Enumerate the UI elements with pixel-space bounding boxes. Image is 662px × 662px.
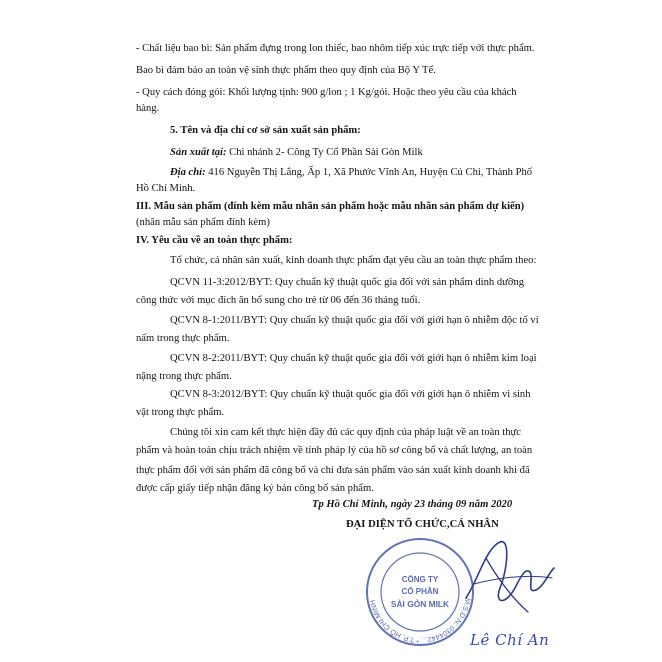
address-cont: Hồ Chí Minh. bbox=[136, 183, 196, 194]
section4-heading: IV. Yêu cầu về an toàn thực phẩm: bbox=[136, 235, 293, 246]
standard-1-line1: QCVN 11-3:2012/BYT: Quy chuẩn kỹ thuật quốc gia đối với sản phẩm dinh dưỡng bbox=[170, 277, 525, 288]
commitment-line4: được cấp giấy tiếp nhận đăng ký bản công bố sản phẩm. bbox=[136, 483, 374, 494]
stamp-line3: SÀI GÒN MILK bbox=[390, 599, 450, 609]
representative-title: ĐẠI DIỆN TỔ CHỨC,CÁ NHÂN bbox=[346, 519, 499, 530]
handwritten-signature bbox=[456, 528, 560, 628]
producer-value: Chi nhánh 2- Công Ty Cổ Phần Sài Gòn Milk bbox=[226, 147, 423, 158]
address-label: Địa chỉ: bbox=[170, 167, 206, 178]
packing-spec-line2: hàng. bbox=[136, 103, 160, 114]
stamp-line1: CÔNG TY bbox=[401, 575, 439, 584]
packaging-material-line1: - Chất liệu bao bì: Sản phẩm đựng trong lon thiếc, bao nhôm tiếp xúc trực tiếp với thực phẩm. bbox=[136, 43, 535, 54]
standard-1-line2: công thức với mục đích ăn bổ sung cho trẻ từ 06 đến 36 tháng tuổi. bbox=[136, 295, 421, 306]
section3-note: (nhãn mẫu sản phẩm đính kèm) bbox=[136, 217, 270, 228]
section5-heading: 5. Tên và địa chỉ cơ sở sản xuất sản phẩm: bbox=[170, 125, 361, 136]
stamp-outer-text: M.S.D.N: 0304442... * T.P. HỒ CHÍ MINH bbox=[367, 597, 473, 646]
packing-spec-line1: - Quy cách đóng gói: Khối lượng tịnh: 900 g/lon ; 1 Kg/gói. Hoặc theo yêu cầu của khách bbox=[136, 87, 517, 98]
stamp-line2: CỔ PHẦN bbox=[401, 587, 439, 596]
commitment-line3: thực phẩm đối với sản phẩm đã công bố và chỉ đưa sản phẩm vào sản xuất kinh doanh khi đã bbox=[136, 465, 530, 476]
section3-heading: III. Mẫu sản phẩm (đính kèm mẫu nhãn sản phẩm hoặc mẫu nhãn sản phẩm dự kiến) bbox=[136, 201, 525, 212]
standard-2-line2: nấm trong thực phẩm. bbox=[136, 333, 230, 344]
signer-name: Lê Chí An bbox=[470, 631, 550, 649]
commitment-line1: Chúng tôi xin cam kết thực hiện đầy đủ các quy định của pháp luật về an toàn thực bbox=[170, 427, 521, 438]
commitment-line2: phẩm và hoàn toàn chịu trách nhiệm về tính pháp lý của hồ sơ công bố và chất lượng, an toàn bbox=[136, 445, 533, 456]
packaging-material-line2: Bao bì đảm bảo an toàn vệ sinh thực phẩm theo quy định của Bộ Y Tế. bbox=[136, 65, 436, 76]
standard-4-line2: vật trong thực phẩm. bbox=[136, 407, 225, 418]
address-value: 416 Nguyễn Thị Lắng, Ấp 1, Xã Phước Vĩnh An, Huyện Củ Chi, Thành Phố bbox=[205, 167, 533, 178]
standard-3-line1: QCVN 8-2:2011/BYT: Quy chuẩn kỹ thuật quốc gia đối với giới hạn ô nhiễm kim loại bbox=[170, 353, 537, 364]
address-line bbox=[170, 166, 532, 179]
section4-intro: Tổ chức, cá nhân sản xuất, kinh doanh thực phẩm đạt yêu cầu an toàn thực phẩm theo: bbox=[170, 255, 537, 266]
standard-2-line1: QCVN 8-1:2011/BYT: Quy chuẩn kỹ thuật quốc gia đối với giới hạn ô nhiễm độc tố vi bbox=[170, 315, 539, 326]
signature-block bbox=[300, 528, 560, 662]
standard-3-line2: nặng trong thực phẩm. bbox=[136, 371, 232, 382]
standard-4-line1: QCVN 8-3:2012/BYT: Quy chuẩn kỹ thuật quốc gia đối với giới hạn ô nhiễm vi sinh bbox=[170, 389, 531, 400]
producer-line bbox=[170, 146, 423, 159]
place-date: Tp Hồ Chí Minh, ngày 23 tháng 09 năm 2020 bbox=[312, 499, 513, 510]
producer-label: Sản xuất tại: bbox=[170, 147, 227, 158]
